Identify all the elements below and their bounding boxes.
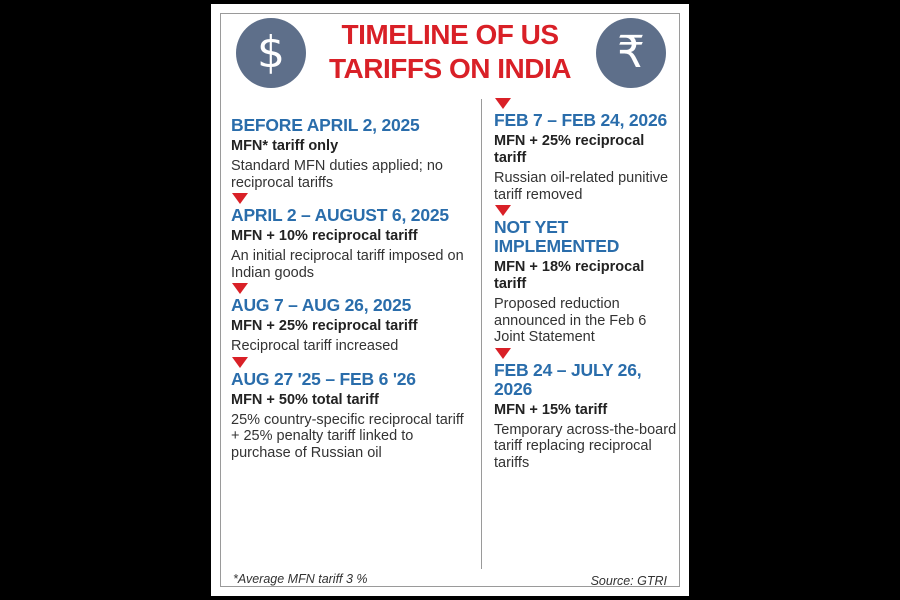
column-divider <box>481 99 482 569</box>
down-arrow-icon <box>495 98 511 109</box>
down-arrow-icon <box>495 348 511 359</box>
period-heading: FEB 7 – FEB 24, 2026 <box>494 110 668 130</box>
period-heading: APRIL 2 – AUGUST 6, 2025 <box>231 205 449 225</box>
infographic-title <box>306 18 594 86</box>
rupee-icon: ₹ <box>596 18 666 88</box>
right-timeline-column <box>494 96 680 471</box>
down-arrow-icon <box>232 283 248 294</box>
timeline-entry <box>494 111 680 203</box>
title-line-1: TIMELINE OF US <box>341 19 559 50</box>
left-timeline-column <box>231 116 476 461</box>
dollar-icon: $ <box>236 18 306 88</box>
tariff-rate: MFN + 25% reciprocal tariff <box>231 318 418 334</box>
period-description: Russian oil-related punitive tariff removed <box>494 170 669 203</box>
down-arrow-icon <box>495 205 511 216</box>
down-arrow-icon <box>232 193 248 204</box>
period-description: Standard MFN duties applied; no reciprocal tariffs <box>231 158 443 191</box>
source-credit: Source: GTRI <box>590 574 667 588</box>
period-description: Temporary across-the-board tariff replacing reciprocal tariffs <box>494 421 677 471</box>
tariff-rate: MFN + 50% total tariff <box>231 391 379 408</box>
infographic-card <box>211 4 689 596</box>
tariff-rate: MFN* tariff only <box>231 138 339 154</box>
timeline-entry <box>231 206 476 281</box>
timeline-entry <box>494 218 680 346</box>
period-heading: AUG 27 '25 – FEB 6 '26 <box>231 368 416 389</box>
down-arrow-icon <box>232 357 248 368</box>
period-description: 25% country-specific reciprocal tariff + 25% penalty tariff linked to purchase of Russian oil <box>231 411 464 461</box>
period-heading: BEFORE APRIL 2, 2025 <box>231 115 420 135</box>
period-description: An initial reciprocal tariff imposed on Indian goods <box>231 248 464 281</box>
tariff-rate: MFN + 10% reciprocal tariff <box>231 228 418 244</box>
timeline-entry <box>231 296 476 355</box>
timeline-entry <box>231 370 476 462</box>
timeline-entry <box>231 116 476 191</box>
period-description: Proposed reduction announced in the Feb 6 Joint Statement <box>494 296 647 345</box>
timeline-entry <box>494 361 680 472</box>
period-heading: NOT YET IMPLEMENTED <box>494 217 620 256</box>
period-heading: AUG 7 – AUG 26, 2025 <box>231 295 412 315</box>
tariff-rate: MFN + 18% reciprocal tariff <box>494 259 645 292</box>
tariff-rate: MFN + 25% reciprocal tariff <box>494 133 645 166</box>
period-description: Reciprocal tariff increased <box>231 338 399 354</box>
period-heading: FEB 24 – JULY 26, 2026 <box>494 359 642 399</box>
title-line-2: TARIFFS ON INDIA <box>329 53 571 84</box>
footnote: *Average MFN tariff 3 % <box>233 572 368 586</box>
tariff-rate: MFN + 15% tariff <box>494 401 608 418</box>
